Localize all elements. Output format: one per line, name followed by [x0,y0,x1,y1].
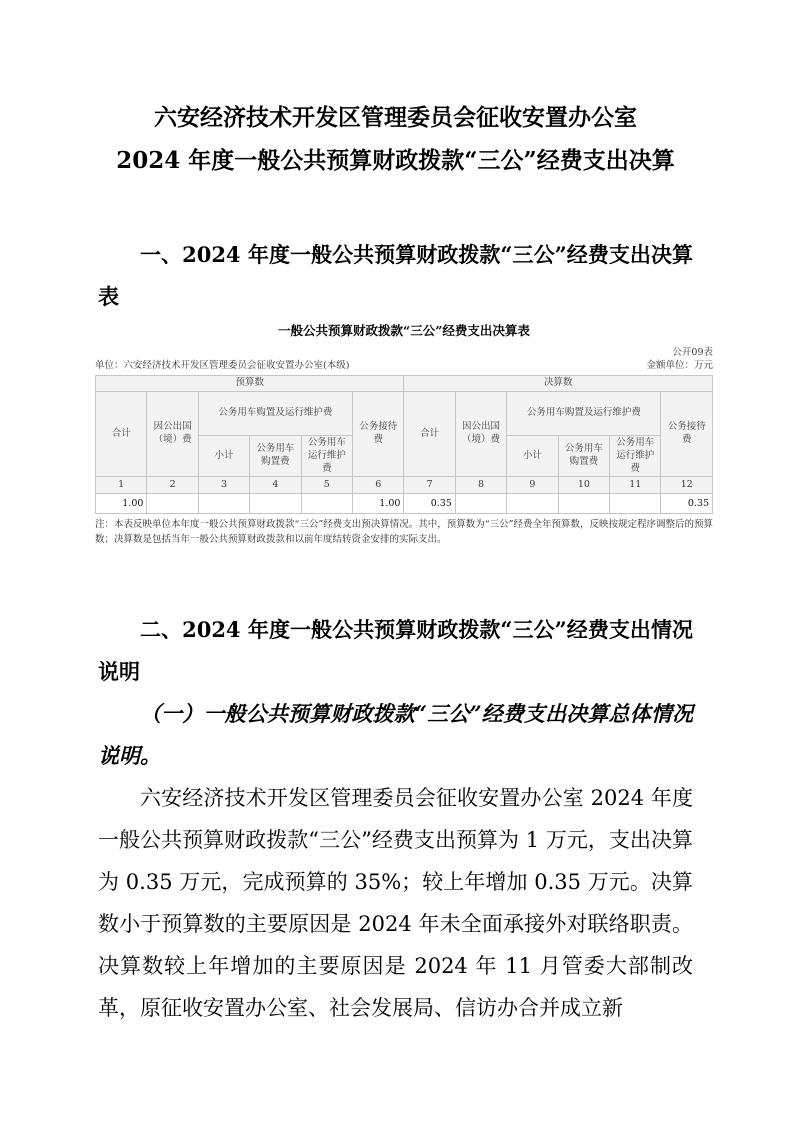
section1-heading: 一、2024 年度一般公共预算财政拨款“三公”经费支出决算表 [98,242,693,309]
final-group-header: 决算数 [404,376,713,392]
table-title: 一般公共预算财政拨款“三公”经费支出决算表 [278,323,530,338]
budget-maintain-header: 公务用车运行维护费 [301,436,352,477]
col-number: 10 [558,477,609,494]
value-budget-total: 1.00 [96,494,147,514]
section2-heading: 二、2024 年度一般公共预算财政拨款“三公”经费支出情况说明 [98,617,693,685]
col-number: 11 [610,477,661,494]
col-number: 7 [404,477,455,494]
budget-reception-header: 公务接待费 [353,392,404,477]
document-title-line1: 六安经济技术开发区管理委员会征收安置办公室 [154,104,637,131]
col-number: 9 [507,477,558,494]
final-subtotal-header: 小计 [507,436,558,477]
subsection1-heading: （一）一般公共预算财政拨款“三公”经费支出决算总体情况说明。 [98,701,693,769]
final-maintain-header: 公务用车运行维护费 [610,436,661,477]
value-final-abroad [455,494,506,514]
final-vehicle-group-header: 公务用车购置及运行维护费 [507,392,661,436]
table-footnote: 注：本表反映单位本年度一般公共预算财政拨款“三公”经费支出预决算情况。其中，预算数为“三公”经费全年预算数，反映按规定程序调整后的预算数；决算数是包括当年一般公共预算财政拨款和以前年度结转资金安排的实际支出。 [95,519,713,546]
body-paragraph: 六安经济技术开发区管理委员会征收安置办公室 2024 年度一般公共预算财政拨款“三公”经费支出预算为 1 万元，支出决算为 0.35 万元，完成预算的 35%；较上年增加 0.35 万元。决算数小于预算数的主要原因是 2024 年未全面承接外对联络职责。决算数较上年增加的主要原因是 2024 年 11 月管委大部制改革，原征收安置办公室、社会发展局、信访办合并成立新 [98,786,693,1021]
unit-label: 单位：六安经济技术开发区管理委员会征收安置办公室(本级) [95,360,350,371]
value-final-purchase [558,494,609,514]
col-number: 12 [661,477,713,494]
col-number: 5 [301,477,352,494]
col-number: 6 [353,477,404,494]
table-header-row-2 [96,392,713,436]
document-title [98,96,693,182]
table-group-header-row [96,376,713,392]
column-number-row [96,477,713,494]
col-number: 1 [96,477,147,494]
value-final-reception: 0.35 [661,494,713,514]
col-number: 2 [147,477,198,494]
final-total-header: 合计 [404,392,455,477]
value-budget-purchase [250,494,301,514]
value-final-maintain [610,494,661,514]
table-data-row [96,494,713,514]
final-reception-header: 公务接待费 [661,392,713,477]
amount-unit-label: 金额单位：万元 [646,360,713,371]
sangong-expense-table [95,375,713,514]
value-budget-subtotal [198,494,249,514]
budget-purchase-header: 公务用车购置费 [250,436,301,477]
col-number: 8 [455,477,506,494]
value-final-total: 0.35 [404,494,455,514]
value-budget-abroad [147,494,198,514]
final-abroad-header: 因公出国（境）费 [455,392,506,477]
budget-vehicle-group-header: 公务用车购置及运行维护费 [198,392,352,436]
value-final-subtotal [507,494,558,514]
col-number: 4 [250,477,301,494]
value-budget-maintain [301,494,352,514]
final-purchase-header: 公务用车购置费 [558,436,609,477]
budget-total-header: 合计 [96,392,147,477]
budget-abroad-header: 因公出国（境）费 [147,392,198,477]
budget-table-block [95,322,713,547]
sheet-number-label: 公开09表 [672,347,713,358]
col-number: 3 [198,477,249,494]
value-budget-reception: 1.00 [353,494,404,514]
document-title-line2: 2024 年度一般公共预算财政拨款“三公”经费支出决算 [116,147,675,174]
budget-group-header: 预算数 [96,376,404,392]
table-meta-row [95,359,713,372]
budget-subtotal-header: 小计 [198,436,249,477]
